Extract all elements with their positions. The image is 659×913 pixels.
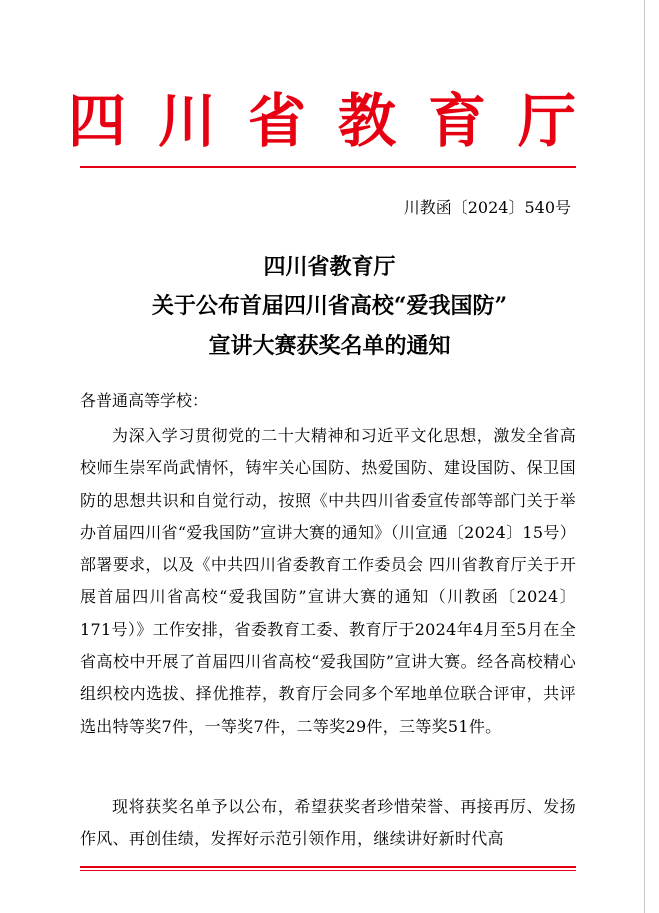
- title-line-1: 四川省教育厅: [263, 254, 396, 280]
- agency-header: 四川省教育厅: [67, 87, 608, 155]
- title-line-2: 关于公布首届四川省高校“爱我国防”: [151, 293, 508, 319]
- document-number: 川教函〔2024〕540号: [403, 198, 571, 217]
- footer-red-line-top: [80, 866, 576, 868]
- title-line-3: 宣讲大赛获奖名单的通知: [208, 333, 451, 359]
- footer-red-line-bottom: [80, 870, 576, 871]
- body-paragraph-2: 现将获奖名单予以公布，希望获奖者珍惜荣誉、再接再厉、发扬作风、再创佳绩，发挥好示范引领作用，继续讲好新时代高: [80, 797, 576, 849]
- header-red-line: [80, 166, 576, 168]
- body-paragraph-1: 为深入学习贯彻党的二十大精神和习近平文化思想，激发全省高校师生崇军尚武情怀，铸牢关心国防、热爱国防、建设国防、保卫国防的思想共识和自觉行动，按照《中共四川省委宣传部等部门关于举办首届四川省“爱我国防”宣讲大赛的通知》（川宣通〔2024〕15号）部署要求，以及《中共四川省委教育工作委员会 四川省教育厅关于开展首届四川省高校“爱我国防”宣讲大赛的通知（川教函〔2024〕171号）》工作安排，省委教育工委、教育厅于2024年4月至5月在全省高校中开展了首届四川省高校“爱我国防”宣讲大赛。经各高校精心组织校内选拔、择优推荐，教育厅会同多个军地单位联合评审，共评选出特等奖7件，一等奖7件，二等奖29件，三等奖51件。: [80, 426, 576, 736]
- page-edge-line: [644, 0, 645, 913]
- salutation: 各普通高等学校：: [80, 391, 209, 410]
